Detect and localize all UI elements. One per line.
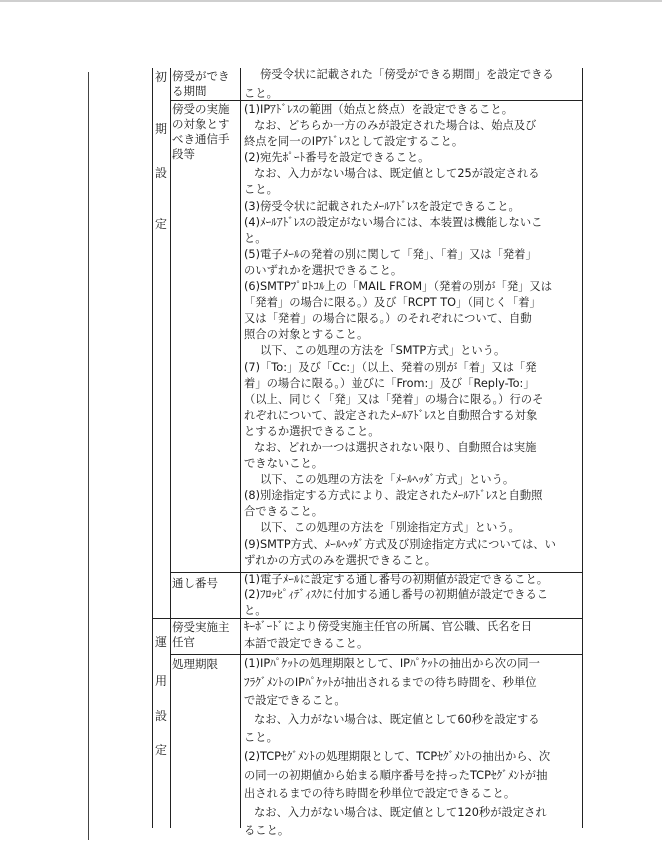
section-char: 定 <box>154 217 167 231</box>
desc-line: (2)ﾌﾛｯﾋﾟｨﾃﾞｨｽｸに付加する通し番号の初期値が設定できるこ <box>244 588 549 602</box>
desc-line: 終点を同一のIPｱﾄﾞﾚｽとして設定すること。 <box>244 135 464 149</box>
desc-line: で設定できること。 <box>244 694 346 708</box>
item-line: 処理期限 <box>172 657 218 671</box>
desc-line: と。 <box>244 231 267 245</box>
item-line: 通し番号 <box>172 576 218 590</box>
table-right-border <box>582 68 583 828</box>
section-char: 初 <box>154 70 167 84</box>
desc-line: (9)SMTP方式、ﾒｰﾙﾍｯﾀﾞ方式及び別途指定方式については、い <box>244 537 556 551</box>
desc-line: 以下、この処理の方法を「SMTP方式」という。 <box>260 344 506 358</box>
desc-line: 合できること。 <box>244 505 324 519</box>
item-interception-period <box>172 69 240 99</box>
item-chief-officer <box>172 620 240 650</box>
desc-line: 本語で設定できること。 <box>244 637 369 650</box>
desc-line: ること。 <box>244 824 290 838</box>
desc-line: (1)電子ﾒｰﾙに設定する通し番号の初期値が設定できること。 <box>244 573 549 586</box>
desc-line: (1)IPｱﾄﾞﾚｽの範囲（始点と終点）を設定できること。 <box>244 103 514 116</box>
section-char: 運 <box>154 635 167 649</box>
desc-line: 以下、この処理の方法を「ﾒｰﾙﾍｯﾀﾞ方式」という。 <box>260 473 515 487</box>
desc-line: 「発着」の場合に限る。）及び「RCPT TO」（同じく「着」 <box>244 296 541 310</box>
binding-margin-line <box>88 72 89 840</box>
desc-line: こと。 <box>244 183 278 197</box>
desc-target-means <box>244 102 580 569</box>
section-char: 用 <box>154 674 167 688</box>
item-line: 傍受の実施 <box>172 102 230 116</box>
section-char: 定 <box>154 743 167 757</box>
desc-line: 傍受令状に記載された「傍受ができる期間」を設定できる <box>260 68 554 81</box>
section-char: 期 <box>154 122 167 136</box>
desc-line: のいずれかを選択できること。 <box>244 263 403 277</box>
desc-line: ずれかの方式のみを選択できること。 <box>244 553 437 567</box>
desc-line: 以下、この処理の方法を「別途指定方式」という。 <box>260 521 520 535</box>
desc-line: (5)電子ﾒｰﾙの発着の別に関して「発」、「着」又は「発着」 <box>244 247 537 261</box>
desc-line: なお、入力がない場合は、既定値として60秒を設定する <box>254 712 540 726</box>
desc-line: (7)「To:」及び「Cc:」（以上、発着の別が「着」又は「発 <box>244 360 537 374</box>
desc-line: なお、入力がない場合は、既定値として25が設定される <box>254 167 540 181</box>
desc-line: こと。 <box>244 731 278 745</box>
desc-line: こと。 <box>244 86 278 100</box>
desc-line: (2)TCPｾｸﾞﾒﾝﾄの処理期限として、TCPｾｸﾞﾒﾝﾄの抽出から、次 <box>244 749 551 763</box>
desc-line: 出されるまでの待ち時間を秒単位で設定できること。 <box>244 787 516 801</box>
desc-line: ｷｰﾎﾞｰﾄﾞにより傍受実施主任官の所属、官公職、氏名を日 <box>244 620 533 633</box>
desc-line: (4)ﾒｰﾙｱﾄﾞﾚｽの設定がない場合には、本装置は機能しないこ <box>244 215 543 229</box>
desc-line: （以上、同じく「発」又は「発着」の場合に限る。）行のそ <box>244 392 544 406</box>
desc-line: (8)別途指定する方式により、設定されたﾒｰﾙｱﾄﾞﾚｽと自動照 <box>244 489 543 503</box>
spec-table <box>152 68 582 838</box>
item-line: 傍受ができ <box>172 69 230 83</box>
item-serial-number <box>172 576 240 591</box>
desc-line: (2)宛先ﾎﾟｰﾄ番号を設定できること。 <box>244 151 430 165</box>
desc-line: れぞれについて、設定されたﾒｰﾙｱﾄﾞﾚｽと自動照合する対象 <box>244 408 538 422</box>
desc-line: ﾌﾗｸﾞﾒﾝﾄのIPﾊﾟｹｯﾄが抽出されるまでの待ち時間を、秒単位 <box>244 675 537 689</box>
desc-line: と。 <box>244 603 267 617</box>
desc-line: なお、どちらか一方のみが設定された場合は、始点及び <box>254 119 537 133</box>
section-char: 設 <box>154 166 167 180</box>
desc-line: (3)傍受令状に記載されたﾒｰﾙｱﾄﾞﾚｽを設定できること。 <box>244 199 520 213</box>
item-line: の対象とす <box>172 117 230 131</box>
desc-interception-period <box>244 66 580 103</box>
item-line: 段等 <box>172 147 195 161</box>
desc-line: とするか選択できること。 <box>244 424 380 438</box>
item-line: べき通信手 <box>172 132 230 146</box>
desc-line: (1)IPﾊﾟｹｯﾄの処理期限として、IPﾊﾟｹｯﾄの抽出から次の同一 <box>244 657 540 670</box>
item-column-border <box>240 68 241 828</box>
desc-line: (6)SMTPﾌﾟﾛﾄｺﾙ上の「MAIL FROM」（発着の別が「発」又は <box>244 280 553 294</box>
item-target-means <box>172 102 240 162</box>
item-line: 任官 <box>172 635 195 649</box>
desc-line: 又は「発着」の場合に限る。）のそれぞれについて、自動 <box>244 312 532 326</box>
desc-line: できないこと。 <box>244 457 324 471</box>
item-processing-deadline <box>172 657 240 672</box>
desc-chief-officer <box>244 618 580 652</box>
desc-line: なお、入力がない場合は、既定値として120秒が設定され <box>254 805 547 819</box>
desc-line: なお、どれか一つは選択されない限り、自動照合は実施 <box>254 440 537 454</box>
section-column-border <box>170 68 171 828</box>
item-line: る期間 <box>172 84 207 98</box>
desc-line: 照合の対象とすること。 <box>244 328 369 342</box>
desc-processing-deadline <box>244 655 580 841</box>
desc-line: の同一の初期値から始まる順序番号を持ったTCPｾｸﾞﾒﾝﾄが抽 <box>244 768 548 782</box>
item-line: 傍受実施主 <box>172 620 230 634</box>
desc-serial-number <box>244 572 580 618</box>
desc-line: 着」の場合に限る。）並びに「From:」及び「Reply-To:」 <box>244 376 535 390</box>
section-char: 設 <box>154 709 167 723</box>
